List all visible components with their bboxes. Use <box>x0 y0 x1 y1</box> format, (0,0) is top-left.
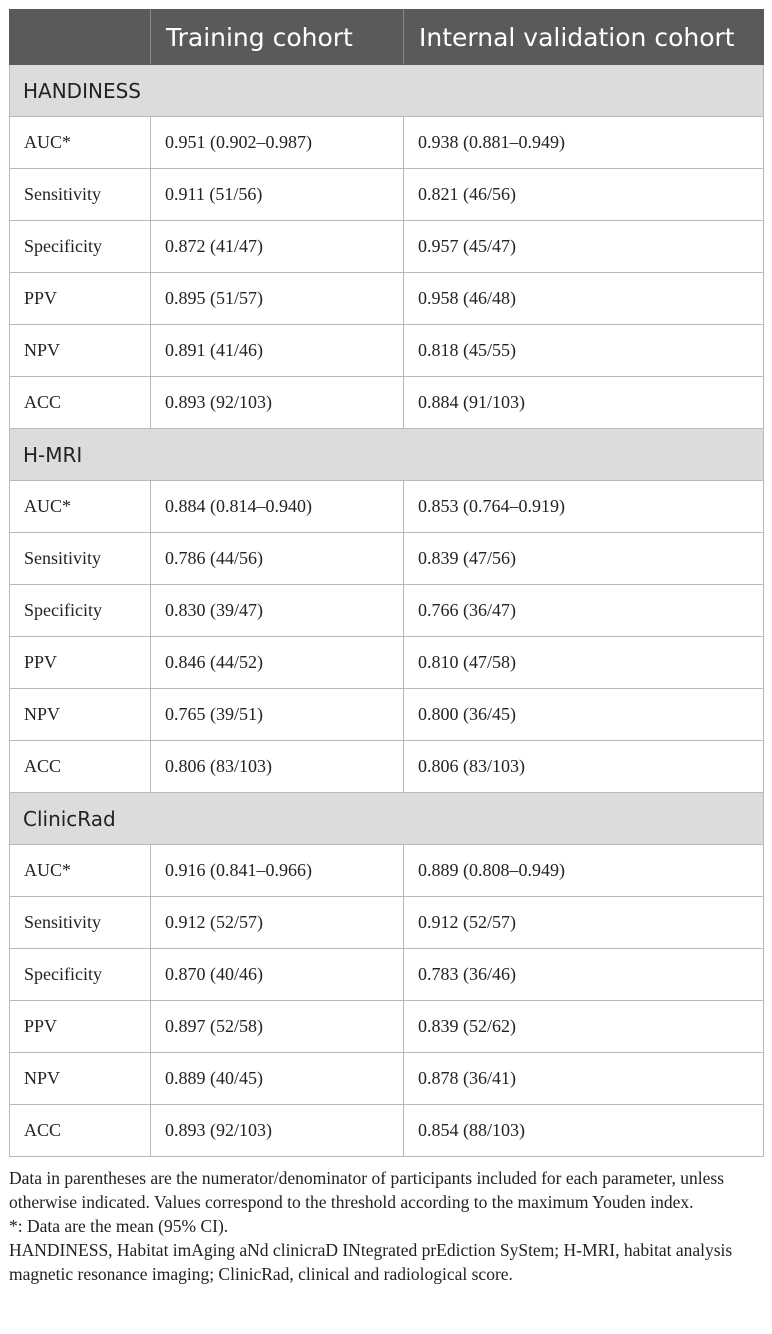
training-value-cell: 0.895 (51/57) <box>151 273 404 325</box>
table-row <box>10 1001 764 1053</box>
table-row <box>10 637 764 689</box>
table-row <box>10 741 764 793</box>
metric-cell: Sensitivity <box>10 169 151 221</box>
validation-value-cell: 0.853 (0.764–0.919) <box>404 481 764 533</box>
training-value-cell: 0.872 (41/47) <box>151 221 404 273</box>
training-value-cell: 0.951 (0.902–0.987) <box>151 117 404 169</box>
header-cell-metric <box>10 10 151 65</box>
section-header-row <box>10 65 764 117</box>
table-footnotes <box>9 1166 765 1286</box>
metric-cell: PPV <box>10 637 151 689</box>
table-row <box>10 533 764 585</box>
metric-cell: ACC <box>10 1105 151 1157</box>
validation-value-cell: 0.766 (36/47) <box>404 585 764 637</box>
metric-cell: AUC* <box>10 481 151 533</box>
metric-cell: PPV <box>10 273 151 325</box>
training-value-cell: 0.786 (44/56) <box>151 533 404 585</box>
table-row <box>10 1053 764 1105</box>
training-value-cell: 0.889 (40/45) <box>151 1053 404 1105</box>
table-row <box>10 377 764 429</box>
validation-value-cell: 0.839 (52/62) <box>404 1001 764 1053</box>
validation-value-cell: 0.957 (45/47) <box>404 221 764 273</box>
metric-cell: NPV <box>10 689 151 741</box>
footnote-parentheses: Data in parentheses are the numerator/denominator of participants included for each parameter, unless otherwise indicated. Values correspond to the threshold according to the maximum Youden index. <box>9 1168 725 1212</box>
section-header-row <box>10 429 764 481</box>
table-row <box>10 845 764 897</box>
table-row <box>10 325 764 377</box>
training-value-cell: 0.916 (0.841–0.966) <box>151 845 404 897</box>
metric-cell: Specificity <box>10 585 151 637</box>
training-value-cell: 0.884 (0.814–0.940) <box>151 481 404 533</box>
metric-cell: PPV <box>10 1001 151 1053</box>
table-row <box>10 585 764 637</box>
validation-value-cell: 0.884 (91/103) <box>404 377 764 429</box>
header-cell-training: Training cohort <box>151 10 404 65</box>
section-title: ClinicRad <box>10 793 764 845</box>
table-row <box>10 689 764 741</box>
table-body <box>10 65 764 1157</box>
validation-value-cell: 0.938 (0.881–0.949) <box>404 117 764 169</box>
metric-cell: Sensitivity <box>10 897 151 949</box>
section-header-row <box>10 793 764 845</box>
validation-value-cell: 0.958 (46/48) <box>404 273 764 325</box>
table-row <box>10 897 764 949</box>
metric-cell: Specificity <box>10 949 151 1001</box>
header-cell-validation: Internal validation cohort <box>404 10 764 65</box>
validation-value-cell: 0.810 (47/58) <box>404 637 764 689</box>
results-table <box>9 9 764 1157</box>
validation-value-cell: 0.889 (0.808–0.949) <box>404 845 764 897</box>
footnote-asterisk: *: Data are the mean (95% CI). <box>9 1216 229 1236</box>
training-value-cell: 0.830 (39/47) <box>151 585 404 637</box>
metric-cell: NPV <box>10 1053 151 1105</box>
validation-value-cell: 0.818 (45/55) <box>404 325 764 377</box>
training-value-cell: 0.891 (41/46) <box>151 325 404 377</box>
section-title: H-MRI <box>10 429 764 481</box>
metric-cell: AUC* <box>10 117 151 169</box>
table-row <box>10 221 764 273</box>
metric-cell: AUC* <box>10 845 151 897</box>
training-value-cell: 0.897 (52/58) <box>151 1001 404 1053</box>
training-value-cell: 0.846 (44/52) <box>151 637 404 689</box>
table-row <box>10 273 764 325</box>
table-row <box>10 117 764 169</box>
validation-value-cell: 0.854 (88/103) <box>404 1105 764 1157</box>
validation-value-cell: 0.912 (52/57) <box>404 897 764 949</box>
training-value-cell: 0.912 (52/57) <box>151 897 404 949</box>
validation-value-cell: 0.839 (47/56) <box>404 533 764 585</box>
training-value-cell: 0.893 (92/103) <box>151 377 404 429</box>
table-row <box>10 949 764 1001</box>
footnote-abbreviations: HANDINESS, Habitat imAging aNd clinicraD INtegrated prEdiction SyStem; H-MRI, habitat analysis magnetic resonance imaging; ClinicRad, clinical and radiological score. <box>9 1240 733 1284</box>
validation-value-cell: 0.821 (46/56) <box>404 169 764 221</box>
table-row <box>10 1105 764 1157</box>
table-row <box>10 169 764 221</box>
metric-cell: ACC <box>10 377 151 429</box>
table-row <box>10 481 764 533</box>
validation-value-cell: 0.783 (36/46) <box>404 949 764 1001</box>
training-value-cell: 0.893 (92/103) <box>151 1105 404 1157</box>
training-value-cell: 0.765 (39/51) <box>151 689 404 741</box>
metric-cell: ACC <box>10 741 151 793</box>
section-title: HANDINESS <box>10 65 764 117</box>
validation-value-cell: 0.800 (36/45) <box>404 689 764 741</box>
header-row <box>10 10 764 65</box>
metric-cell: NPV <box>10 325 151 377</box>
metric-cell: Sensitivity <box>10 533 151 585</box>
validation-value-cell: 0.878 (36/41) <box>404 1053 764 1105</box>
training-value-cell: 0.806 (83/103) <box>151 741 404 793</box>
validation-value-cell: 0.806 (83/103) <box>404 741 764 793</box>
metric-cell: Specificity <box>10 221 151 273</box>
training-value-cell: 0.870 (40/46) <box>151 949 404 1001</box>
training-value-cell: 0.911 (51/56) <box>151 169 404 221</box>
